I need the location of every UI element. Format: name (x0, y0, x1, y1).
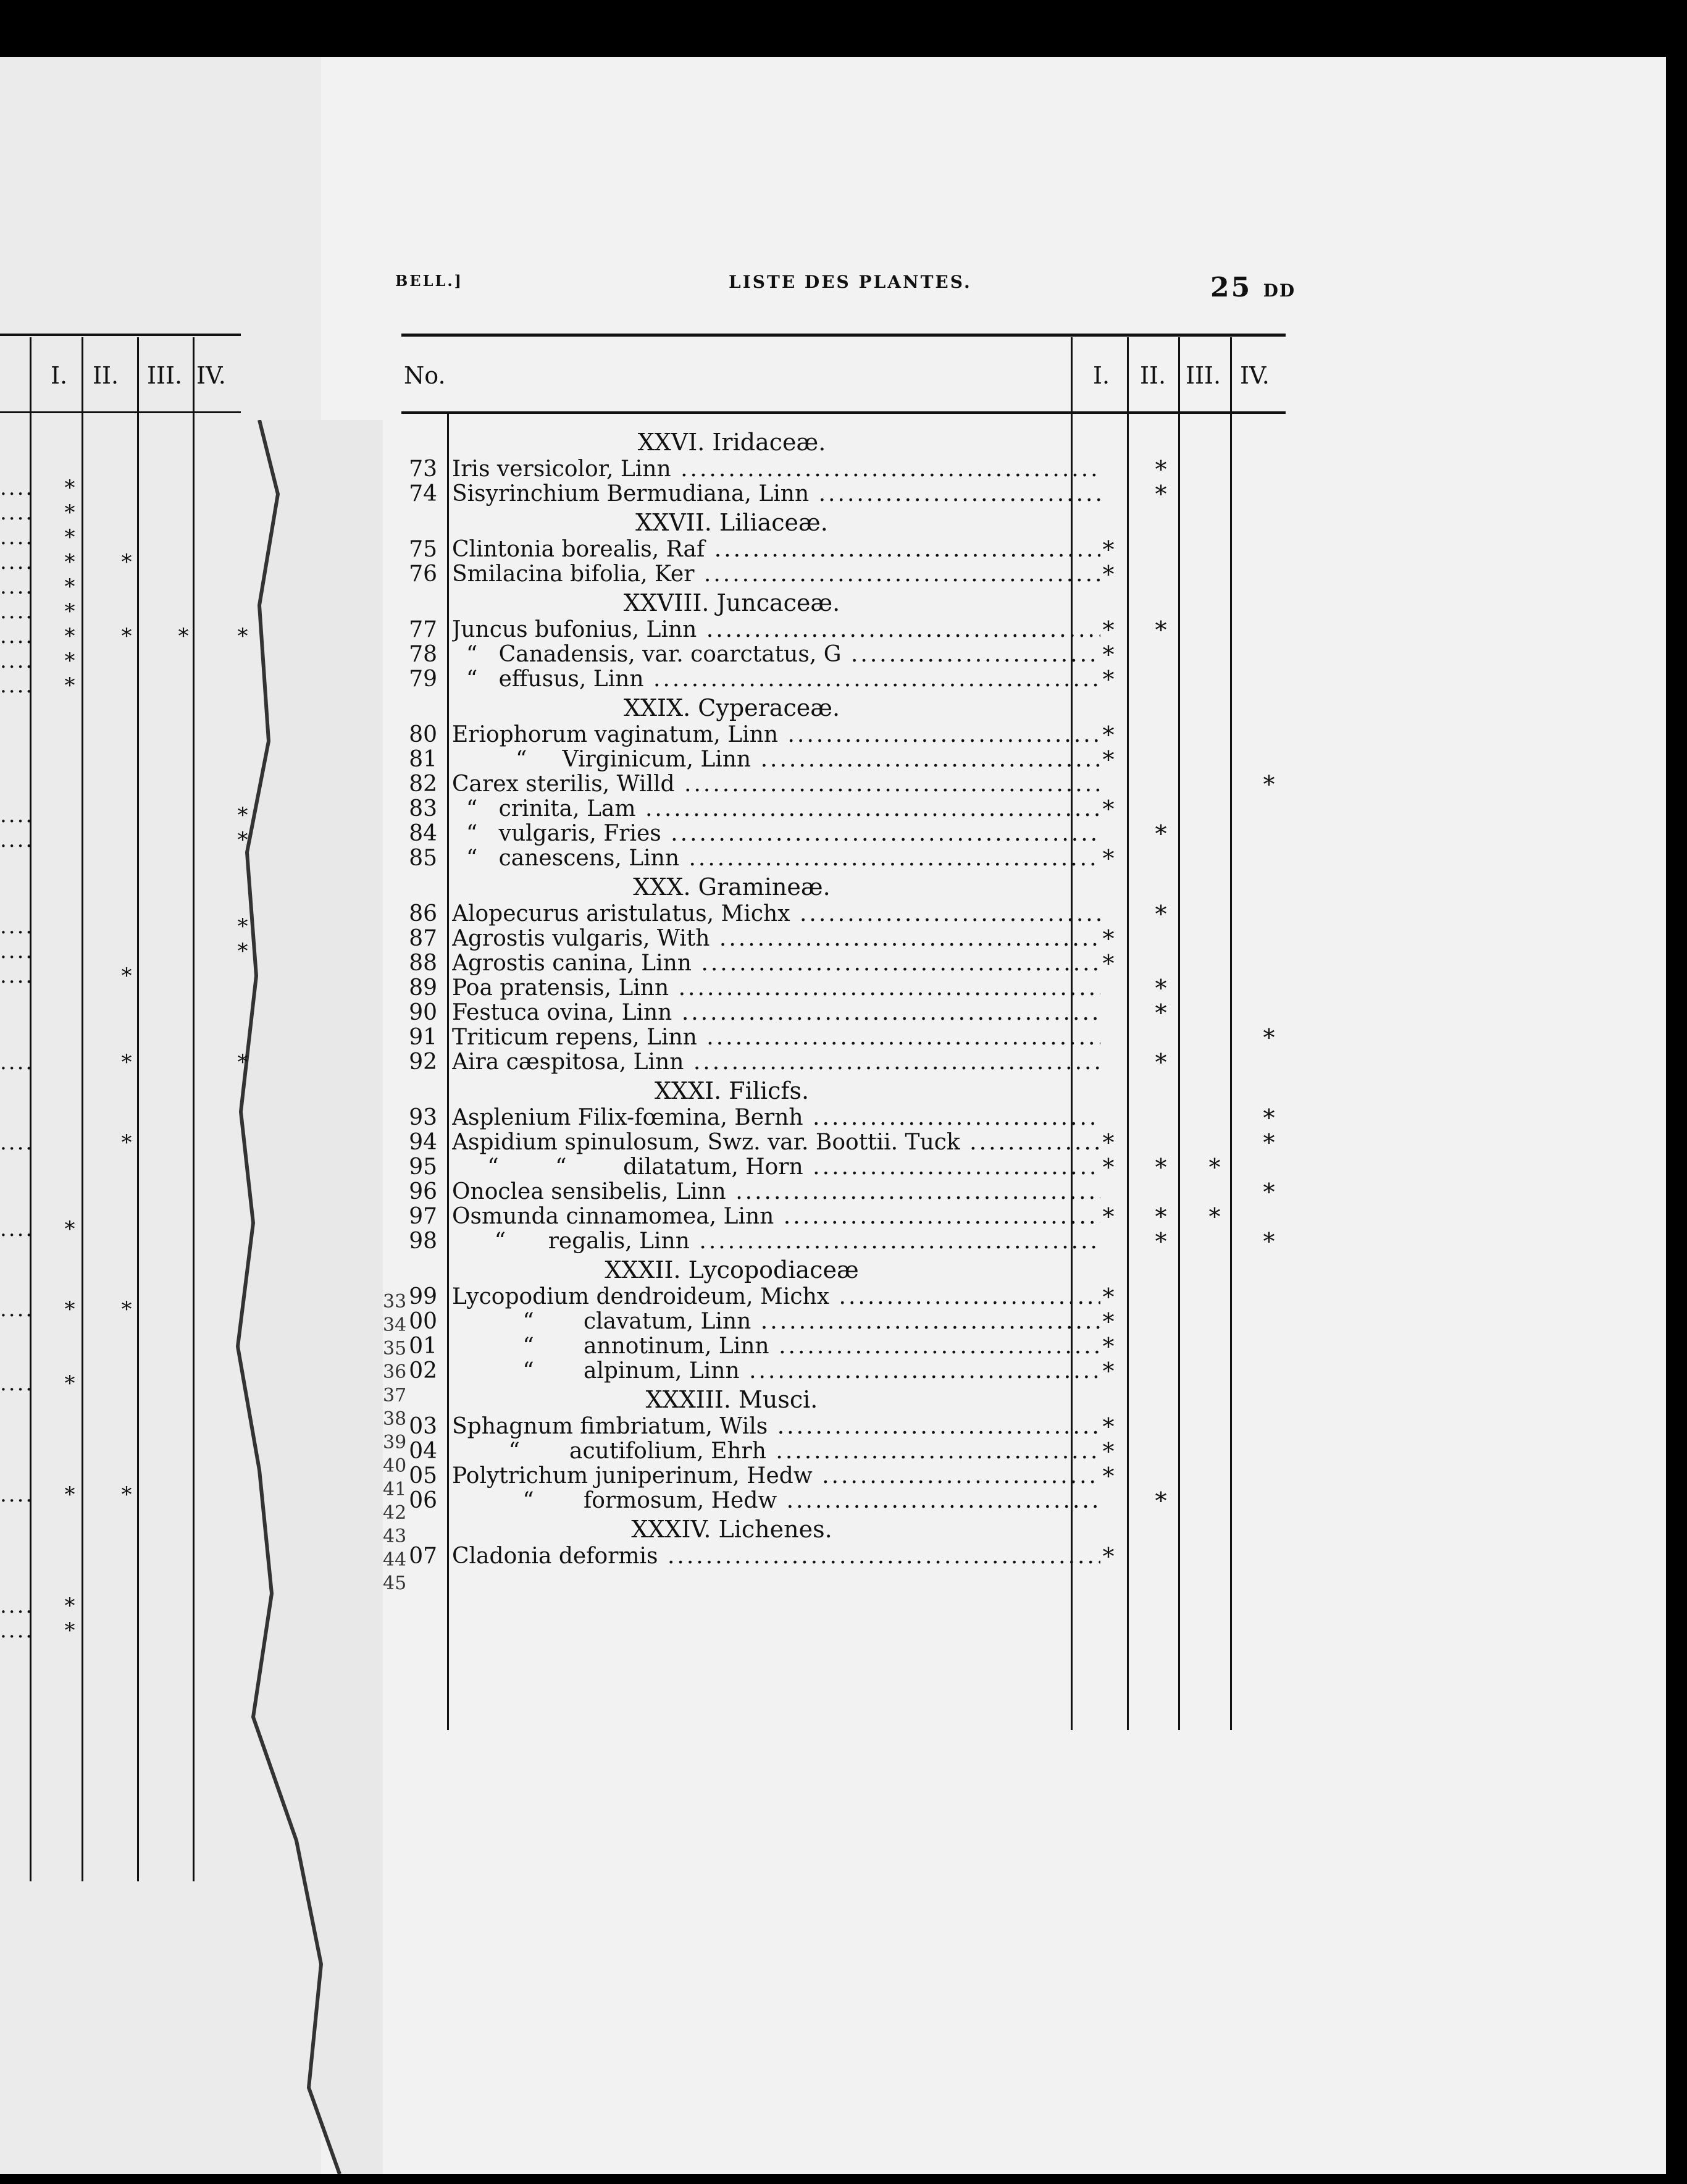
species-number: 04 (409, 1438, 437, 1464)
table-row (395, 772, 1284, 797)
species-number: 03 (409, 1414, 437, 1439)
left-table-row (0, 649, 259, 673)
left-presence-mark: * (64, 574, 75, 599)
col-header-no: No. (404, 362, 446, 389)
left-table-row (0, 1482, 259, 1507)
left-table-row (0, 914, 259, 939)
page-title: LISTE DES PLANTES. (729, 272, 972, 292)
species-name: Osmunda cinnamomea, Linn ..... (452, 1204, 1100, 1229)
left-presence-mark: * (121, 1130, 132, 1155)
species-number: 73 (409, 456, 437, 482)
table-top-rule (401, 334, 1286, 337)
species-number: 81 (409, 747, 437, 772)
presence-mark-col-1: * (1102, 1308, 1115, 1335)
presence-mark-col-1: * (1102, 925, 1115, 952)
presence-mark-col-1: * (1102, 616, 1115, 644)
species-name: Sisyrinchium Bermudiana, Linn ..... (452, 482, 1100, 506)
left-presence-mark: * (237, 803, 248, 828)
presence-mark-col-2: * (1155, 975, 1167, 1002)
species-name: Aira cæspitosa, Linn ..... (452, 1050, 1100, 1075)
presence-mark-col-1: * (1102, 796, 1115, 823)
leader-dots: .... (0, 599, 35, 624)
left-table-row (0, 828, 259, 852)
species-number: 75 (409, 537, 437, 562)
left-presence-mark: * (64, 649, 75, 673)
presence-mark-col-1: * (1102, 1154, 1115, 1181)
presence-mark-col-2: * (1155, 1049, 1167, 1076)
presence-mark-col-3: * (1208, 1203, 1221, 1230)
left-table-row (0, 525, 259, 550)
table-row (395, 797, 1284, 821)
species-name: “ regalis, Linn ..... (452, 1229, 1100, 1254)
left-table-row (0, 1130, 259, 1155)
family-heading: XXVII. Liliaceæ. (635, 509, 828, 536)
species-name: Eriophorum vaginatum, Linn ..... (452, 723, 1100, 747)
species-name: “ crinita, Lam ..... (452, 797, 1100, 821)
presence-mark-col-2: * (1155, 481, 1167, 508)
left-presence-mark: * (64, 673, 75, 698)
table-row (395, 537, 1284, 562)
presence-mark-col-2: * (1155, 1203, 1167, 1230)
leader-dots: .... (0, 1618, 35, 1643)
species-number: 99 (409, 1284, 437, 1309)
presence-mark-col-4: * (1263, 1024, 1275, 1051)
table-row (395, 1001, 1284, 1025)
table-row (395, 457, 1284, 482)
species-name: Sphagnum fimbriatum, Wils ..... (452, 1414, 1100, 1439)
left-col-header-2: II. (93, 362, 119, 389)
presence-mark-col-1: * (1102, 641, 1115, 668)
table-row (395, 482, 1284, 506)
left-table-row (0, 599, 259, 624)
species-name: Alopecurus aristulatus, Michx ..... (452, 902, 1100, 926)
table-row (395, 1309, 1284, 1334)
running-head-author: BELL.] (395, 272, 464, 290)
table-row (395, 1106, 1284, 1130)
species-name: Juncus bufonius, Linn ..... (452, 618, 1100, 642)
family-heading: XXXIII. Musci. (645, 1386, 818, 1413)
left-presence-mark: * (64, 476, 75, 500)
species-number: 74 (409, 481, 437, 506)
margin-number: 37 (383, 1385, 407, 1406)
presence-mark-col-1: * (1102, 1203, 1115, 1230)
species-number: 97 (409, 1204, 437, 1229)
table-row (395, 562, 1284, 587)
species-number: 01 (409, 1334, 437, 1359)
presence-mark-col-1: * (1102, 1543, 1115, 1570)
left-presence-mark: * (178, 624, 189, 649)
species-number: 79 (409, 666, 437, 692)
family-heading: XXVIII. Juncaceæ. (623, 589, 840, 616)
left-presence-mark: * (64, 525, 75, 550)
page-number: 25 DD (1210, 272, 1296, 303)
table-row (395, 1130, 1284, 1155)
presence-mark-col-2: * (1155, 999, 1167, 1027)
presence-mark-col-2: * (1155, 1154, 1167, 1181)
left-table-row (0, 1594, 259, 1618)
species-name: “ vulgaris, Fries ..... (452, 821, 1100, 846)
left-col-header-1: I. (51, 362, 68, 389)
species-number: 93 (409, 1105, 437, 1130)
presence-mark-col-1: * (1102, 666, 1115, 693)
left-presence-mark: * (64, 1297, 75, 1322)
scan-top-border (0, 0, 1687, 57)
table-row (395, 1180, 1284, 1204)
table-row (395, 1414, 1284, 1439)
table-header-rule (401, 411, 1286, 414)
family-heading: XXXII. Lycopodiaceæ (605, 1256, 859, 1283)
margin-number: 38 (383, 1408, 407, 1430)
species-name: “ canescens, Linn ..... (452, 846, 1100, 871)
species-name: Agrostis vulgaris, With ..... (452, 926, 1100, 951)
table-row (395, 723, 1284, 747)
family-heading: XXVI. Iridaceæ. (637, 429, 826, 456)
presence-mark-col-1: * (1102, 536, 1115, 563)
presence-mark-col-1: * (1102, 1438, 1115, 1465)
species-name: “ clavatum, Linn ..... (452, 1309, 1100, 1334)
leader-dots: .... (0, 1130, 35, 1155)
species-number: 85 (409, 846, 437, 871)
species-number: 95 (409, 1154, 437, 1180)
margin-number: 42 (383, 1502, 407, 1524)
species-number: 05 (409, 1463, 437, 1489)
left-table-row (0, 500, 259, 525)
species-number: 80 (409, 722, 437, 747)
species-number: 96 (409, 1179, 437, 1204)
table-row (395, 1464, 1284, 1489)
table-row (395, 1489, 1284, 1513)
species-name: “ Canadensis, var. coarctatus, G ..... (452, 642, 1100, 667)
leader-dots: .... (0, 500, 35, 525)
presence-mark-col-1: * (1102, 845, 1115, 872)
left-presence-mark: * (237, 914, 248, 939)
species-number: 98 (409, 1228, 437, 1254)
left-presence-mark: * (121, 1482, 132, 1507)
leader-dots: .... (0, 828, 35, 852)
presence-mark-col-2: * (1155, 1228, 1167, 1255)
left-presence-mark: * (64, 599, 75, 624)
species-name: Carex sterilis, Willd ..... (452, 772, 1100, 797)
species-name: “ annotinum, Linn ..... (452, 1334, 1100, 1359)
leader-dots: .... (0, 574, 35, 599)
left-table-top-rule (0, 334, 241, 336)
left-table-header-rule (0, 411, 241, 413)
left-presence-mark: * (64, 550, 75, 574)
leader-dots: .... (0, 1371, 35, 1396)
presence-mark-col-1: * (1102, 721, 1115, 749)
species-number: 90 (409, 1000, 437, 1025)
presence-mark-col-1: * (1102, 1358, 1115, 1385)
presence-mark-col-2: * (1155, 1487, 1167, 1514)
species-number: 02 (409, 1358, 437, 1384)
family-heading: XXXI. Filicfs. (654, 1077, 810, 1104)
species-name: Lycopodium dendroideum, Michx ..... (452, 1285, 1100, 1309)
table-row (395, 618, 1284, 642)
species-number: 83 (409, 796, 437, 821)
leader-dots: .... (0, 964, 35, 988)
presence-mark-col-1: * (1102, 1463, 1115, 1490)
presence-mark-col-1: * (1102, 1283, 1115, 1311)
presence-mark-col-2: * (1155, 616, 1167, 644)
species-number: 00 (409, 1309, 437, 1334)
left-presence-mark: * (121, 624, 132, 649)
col-header-1: I. (1093, 362, 1110, 389)
species-name: “ alpinum, Linn ..... (452, 1359, 1100, 1384)
left-presence-mark: * (64, 624, 75, 649)
left-presence-mark: * (237, 624, 248, 649)
left-presence-mark: * (64, 500, 75, 525)
left-table-row (0, 939, 259, 964)
table-row (395, 1334, 1284, 1359)
family-heading: XXXIV. Lichenes. (631, 1516, 832, 1543)
species-number: 88 (409, 951, 437, 976)
species-name: Polytrichum juniperinum, Hedw ..... (452, 1464, 1100, 1489)
species-name: “ formosum, Hedw ..... (452, 1489, 1100, 1513)
scan-right-border (1666, 0, 1687, 2184)
left-table-row (0, 624, 259, 649)
left-table-row (0, 803, 259, 828)
table-row (395, 667, 1284, 692)
left-table-row (0, 673, 259, 698)
presence-mark-col-1: * (1102, 1413, 1115, 1440)
species-number: 92 (409, 1049, 437, 1075)
species-number: 78 (409, 642, 437, 667)
leader-dots: .... (0, 1482, 35, 1507)
species-number: 87 (409, 926, 437, 951)
presence-mark-col-2: * (1155, 456, 1167, 483)
species-name: Aspidium spinulosum, Swz. var. Boottii. Tuck ..... (452, 1130, 1100, 1155)
leader-dots: .... (0, 939, 35, 964)
presence-mark-col-1: * (1102, 1333, 1115, 1360)
presence-mark-col-1: * (1102, 950, 1115, 977)
presence-mark-col-4: * (1263, 1104, 1275, 1132)
species-name: Onoclea sensibelis, Linn ..... (452, 1180, 1100, 1204)
species-name: “ effusus, Linn ..... (452, 667, 1100, 692)
table-row (395, 951, 1284, 976)
table-row (395, 926, 1284, 951)
presence-mark-col-4: * (1263, 771, 1275, 798)
left-table-row (0, 574, 259, 599)
leader-dots: .... (0, 476, 35, 500)
left-presence-mark: * (121, 1050, 132, 1075)
species-number: 91 (409, 1025, 437, 1050)
table-row (395, 1155, 1284, 1180)
left-presence-mark: * (121, 1297, 132, 1322)
left-presence-mark: * (237, 828, 248, 852)
table-row (395, 976, 1284, 1001)
table-row (395, 1050, 1284, 1075)
presence-mark-col-2: * (1155, 820, 1167, 847)
left-presence-mark: * (64, 1482, 75, 1507)
species-number: 84 (409, 821, 437, 846)
table-row (395, 1359, 1284, 1384)
table-row (395, 1285, 1284, 1309)
leader-dots: .... (0, 803, 35, 828)
presence-mark-col-1: * (1102, 561, 1115, 588)
species-number: 76 (409, 561, 437, 587)
left-table-row (0, 1618, 259, 1643)
left-table-row (0, 1297, 259, 1322)
margin-number: 39 (383, 1432, 407, 1453)
species-number: 07 (409, 1544, 437, 1569)
table-row (395, 747, 1284, 772)
species-name: “ “ dilatatum, Horn ..... (452, 1155, 1100, 1180)
species-name: Festuca ovina, Linn ..... (452, 1001, 1100, 1025)
presence-mark-col-1: * (1102, 746, 1115, 773)
left-presence-mark: * (237, 939, 248, 964)
leader-dots: .... (0, 1217, 35, 1241)
table-row (395, 846, 1284, 871)
margin-number: 34 (383, 1314, 407, 1336)
left-presence-mark: * (64, 1594, 75, 1618)
species-number: 06 (409, 1488, 437, 1513)
table-row (395, 902, 1284, 926)
left-presence-mark: * (237, 1050, 248, 1075)
margin-number: 40 (383, 1455, 407, 1477)
presence-mark-col-4: * (1263, 1129, 1275, 1156)
left-col-header-3: III. (147, 362, 183, 389)
species-name: Cladonia deformis ..... (452, 1544, 1100, 1569)
left-col-header-4: IV. (196, 362, 226, 389)
table-row (395, 1544, 1284, 1569)
presence-mark-col-4: * (1263, 1178, 1275, 1206)
left-presence-mark: * (64, 1371, 75, 1396)
species-name: Iris versicolor, Linn ..... (452, 457, 1100, 482)
left-table-row (0, 1217, 259, 1241)
species-name: Agrostis canina, Linn ..... (452, 951, 1100, 976)
table-row (395, 1439, 1284, 1464)
left-presence-mark: * (64, 1217, 75, 1241)
presence-mark-col-1: * (1102, 1129, 1115, 1156)
leader-dots: .... (0, 1050, 35, 1075)
margin-number: 43 (383, 1526, 407, 1547)
family-heading: XXX. Gramineæ. (633, 873, 831, 901)
family-heading: XXIX. Cyperaceæ. (623, 694, 840, 721)
species-name: Poa pratensis, Linn ..... (452, 976, 1100, 1001)
species-number: 82 (409, 771, 437, 797)
left-table-row (0, 1371, 259, 1396)
species-name: Asplenium Filix-fœmina, Bernh ..... (452, 1106, 1100, 1130)
left-table-row (0, 1050, 259, 1075)
species-name: Triticum repens, Linn ..... (452, 1025, 1100, 1050)
leader-dots: .... (0, 525, 35, 550)
margin-number: 45 (383, 1573, 407, 1594)
species-number: 94 (409, 1130, 437, 1155)
left-table-row (0, 476, 259, 500)
species-number: 89 (409, 975, 437, 1001)
species-name: “ acutifolium, Ehrh ..... (452, 1439, 1100, 1464)
col-header-3: III. (1186, 362, 1221, 389)
left-presence-mark: * (121, 550, 132, 574)
presence-mark-col-4: * (1263, 1228, 1275, 1255)
left-presence-mark: * (64, 1618, 75, 1643)
species-name: Smilacina bifolia, Ker ..... (452, 562, 1100, 587)
table-row (395, 1025, 1284, 1050)
margin-number: 35 (383, 1338, 407, 1359)
presence-mark-col-3: * (1208, 1154, 1221, 1181)
table-row (395, 1204, 1284, 1229)
table-row (395, 821, 1284, 846)
left-table-row (0, 550, 259, 574)
leader-dots: .... (0, 914, 35, 939)
species-name: Clintonia borealis, Raf ..... (452, 537, 1100, 562)
margin-number: 36 (383, 1361, 407, 1383)
margin-number: 33 (383, 1291, 407, 1312)
col-header-2: II. (1140, 362, 1166, 389)
table-row (395, 642, 1284, 667)
leader-dots: .... (0, 1594, 35, 1618)
leader-dots: .... (0, 649, 35, 673)
leader-dots: .... (0, 550, 35, 574)
leader-dots: .... (0, 673, 35, 698)
col-header-4: IV. (1240, 362, 1270, 389)
species-number: 86 (409, 901, 437, 926)
species-name: “ Virginicum, Linn ..... (452, 747, 1100, 772)
left-table-row (0, 964, 259, 988)
table-row (395, 1229, 1284, 1254)
left-presence-mark: * (121, 964, 132, 988)
margin-number: 41 (383, 1479, 407, 1500)
leader-dots: .... (0, 1297, 35, 1322)
leader-dots: .... (0, 624, 35, 649)
species-number: 77 (409, 617, 437, 642)
margin-number: 44 (383, 1549, 407, 1571)
presence-mark-col-2: * (1155, 901, 1167, 928)
